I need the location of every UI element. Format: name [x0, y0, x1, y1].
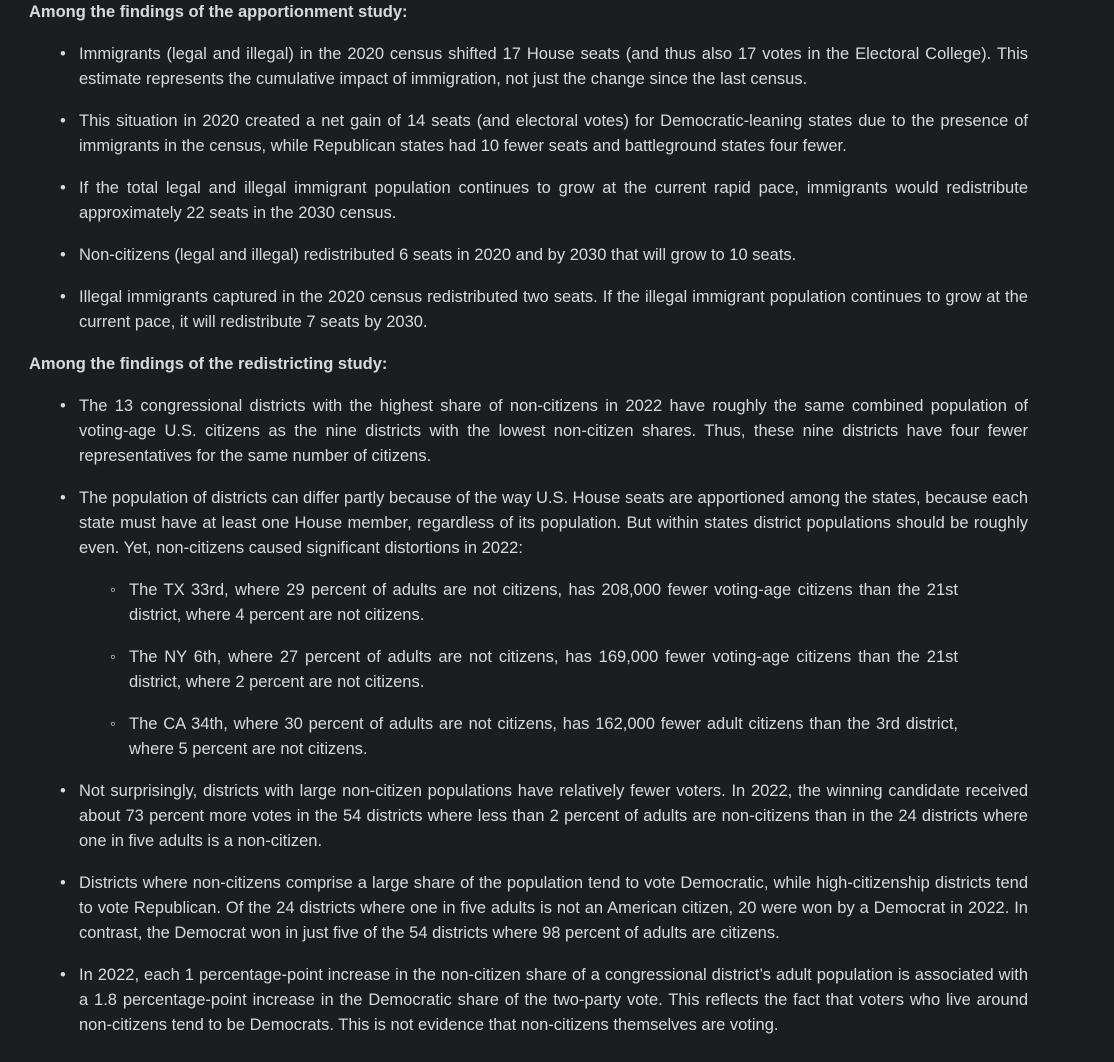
redistricting-heading: Among the findings of the redistricting study:: [29, 355, 388, 373]
sublist-item: ◦ The CA 34th, where 30 percent of adults are not citizens, has 162,000 fewer adult citizens than the 3rd district, where 5 percent are not citizens.: [129, 712, 958, 762]
list-item-text: The population of districts can differ partly because of the way U.S. House seats are apportioned among the states, because each state must have at least one House member, regardless of its population. But within states district populations should be roughly even. Yet, non-citizens caused significant distortions in 2022:: [79, 489, 1028, 557]
list-item-with-sublist: [79, 486, 1028, 762]
list-item: • This situation in 2020 created a net gain of 14 seats (and electoral votes) for Democratic-leaning states due to the presence of immigrants in the census, while Republican states had 10 fewer seats and battleground states four fewer.: [79, 109, 1028, 159]
apportionment-heading: Among the findings of the apportionment study:: [29, 3, 408, 21]
sublist-item: ◦ The TX 33rd, where 29 percent of adults are not citizens, has 208,000 fewer voting-age citizens than the 21st district, where 4 percent are not citizens.: [129, 578, 958, 628]
list-item: • Immigrants (legal and illegal) in the 2020 census shifted 17 House seats (and thus also 17 votes in the Electoral College). This estimate represents the cumulative impact of immigration, not just the change since the last census.: [79, 42, 1028, 92]
sublist-item: ◦ The NY 6th, where 27 percent of adults are not citizens, has 169,000 fewer voting-age citizens than the 21st district, where 2 percent are not citizens.: [129, 645, 958, 695]
list-item: • Not surprisingly, districts with large non-citizen populations have relatively fewer voters. In 2022, the winning candidate received about 73 percent more votes in the 54 districts where less than 2 percent of adults are non-citizens than in the 24 districts where one in five adults is a non-citizen.: [79, 779, 1028, 854]
list-item: • If the total legal and illegal immigrant population continues to grow at the current rapid pace, immigrants would redistribute approximately 22 seats in the 2030 census.: [79, 176, 1028, 226]
redistricting-findings-list: [29, 394, 1028, 1038]
list-item: • In 2022, each 1 percentage-point increase in the non-citizen share of a congressional district’s adult population is associated with a 1.8 percentage-point increase in the Democratic share of the two-party vote. This reflects the fact that voters who live around non-citizens tend to be Democrats. This is not evidence that non-citizens themselves are voting.: [79, 963, 1028, 1038]
district-distortions-sublist: [79, 578, 1028, 762]
apportionment-findings-list: [29, 42, 1028, 335]
list-item: • Non-citizens (legal and illegal) redistributed 6 seats in 2020 and by 2030 that will grow to 10 seats.: [79, 243, 1028, 268]
list-item: • Districts where non-citizens comprise a large share of the population tend to vote Democratic, while high-citizenship districts tend to vote Republican. Of the 24 districts where one in five adults is not an American citizen, 20 were won by a Democrat in 2022. In contrast, the Democrat won in just five of the 54 districts where 98 percent of adults are citizens.: [79, 871, 1028, 946]
list-item: • Illegal immigrants captured in the 2020 census redistributed two seats. If the illegal immigrant population continues to grow at the current pace, it will redistribute 7 seats by 2030.: [79, 285, 1028, 335]
list-item: • The 13 congressional districts with the highest share of non-citizens in 2022 have roughly the same combined population of voting-age U.S. citizens as the nine districts with the lowest non-citizen shares. Thus, these nine districts have four fewer representatives for the same number of citizens.: [79, 394, 1028, 469]
